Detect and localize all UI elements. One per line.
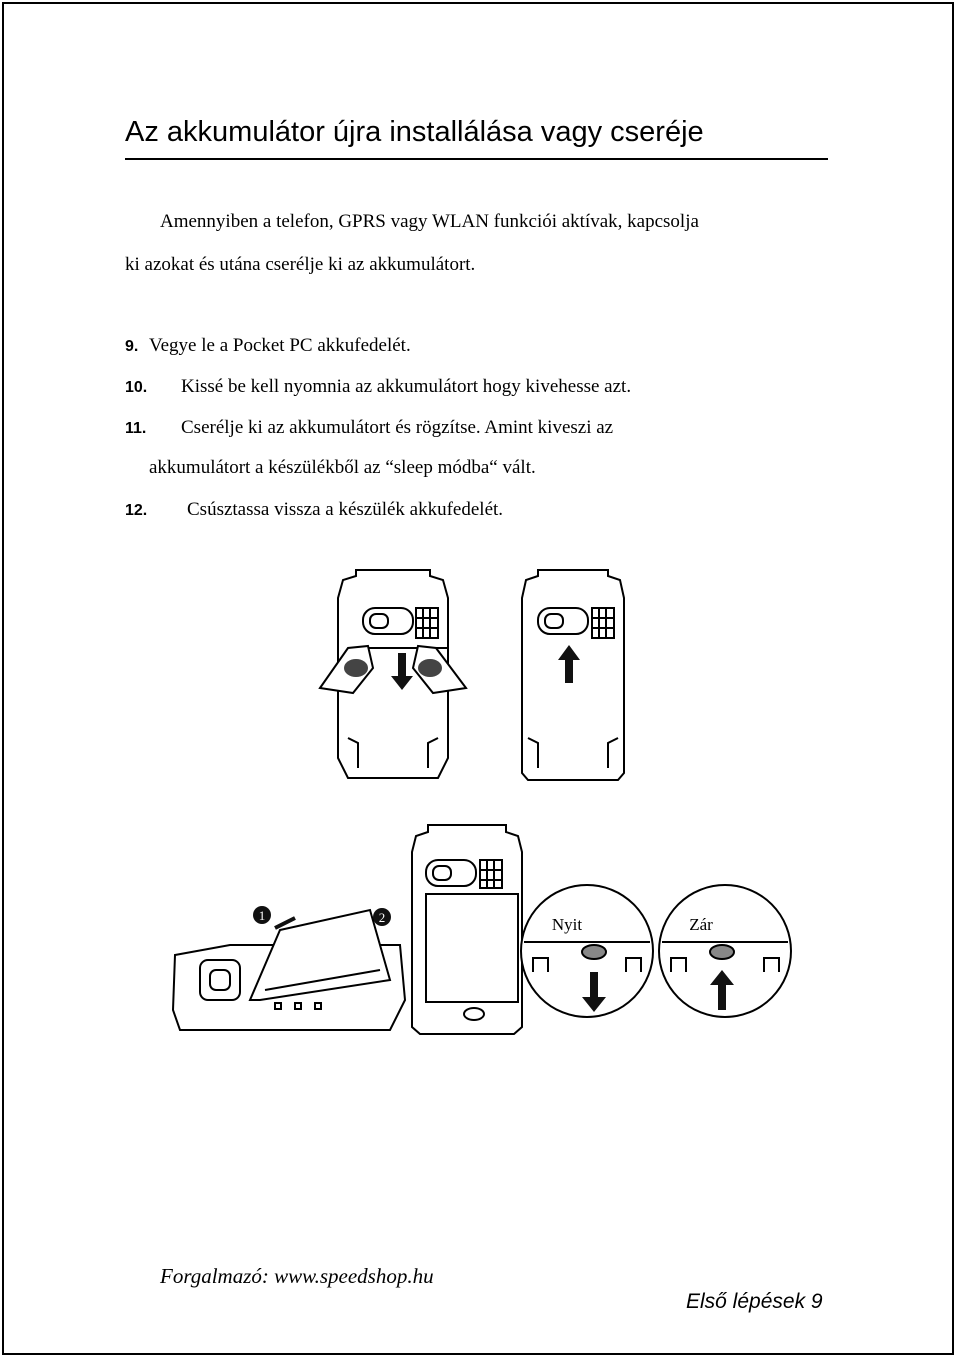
step-12-number: 12. (125, 502, 148, 519)
left-finger-icon (320, 646, 373, 693)
open-label: Nyit (551, 915, 583, 934)
page-title: Az akkumulátor újra installálása vagy cseréje (125, 116, 704, 148)
battery-inserted-illustration (408, 822, 528, 1037)
svg-text:2: 2 (378, 910, 386, 925)
title-underline (125, 158, 828, 160)
step-9-text: Vegye le a Pocket PC akkufedelét. (149, 335, 411, 356)
close-label: Zár (689, 915, 713, 934)
close-detail-circle (656, 882, 794, 1020)
footer-distributor: Forgalmazó: www.speedshop.hu (160, 1264, 434, 1288)
step-9-number: 9. (125, 338, 139, 355)
footer-page-label: Első lépések 9 (686, 1290, 823, 1313)
svg-text:1: 1 (258, 908, 266, 923)
open-detail-circle (518, 882, 656, 1020)
right-finger-icon (413, 646, 466, 693)
step-1-badge (253, 906, 271, 924)
battery-removal-illustration (170, 900, 410, 1035)
arrow-down-icon (391, 653, 413, 690)
step-2-badge (373, 908, 391, 926)
step-11-text: Cserélje ki az akkumulátort és rögzítse. Amint kiveszi az (181, 417, 614, 438)
step-10-text: Kissé be kell nyomnia az akkumulátort hogy kivehesse azt. (181, 376, 632, 397)
intro-line-1: Amennyiben a telefon, GPRS vagy WLAN funkciói aktívak, kapcsolja (160, 211, 699, 232)
arrow-up-icon (558, 645, 580, 683)
step-11-text-continued: akkumulátort a készülékből az “sleep módba“ vált. (149, 457, 536, 478)
step-11-number: 11. (125, 420, 147, 437)
cover-replace-illustration (518, 568, 628, 783)
step-10-number: 10. (125, 379, 148, 396)
cover-removal-illustration (318, 568, 468, 783)
page-frame (2, 2, 954, 1355)
intro-line-2: ki azokat és utána cserélje ki az akkumulátort. (125, 254, 476, 275)
step-12-text: Csúsztassa vissza a készülék akkufedelét. (187, 499, 504, 520)
